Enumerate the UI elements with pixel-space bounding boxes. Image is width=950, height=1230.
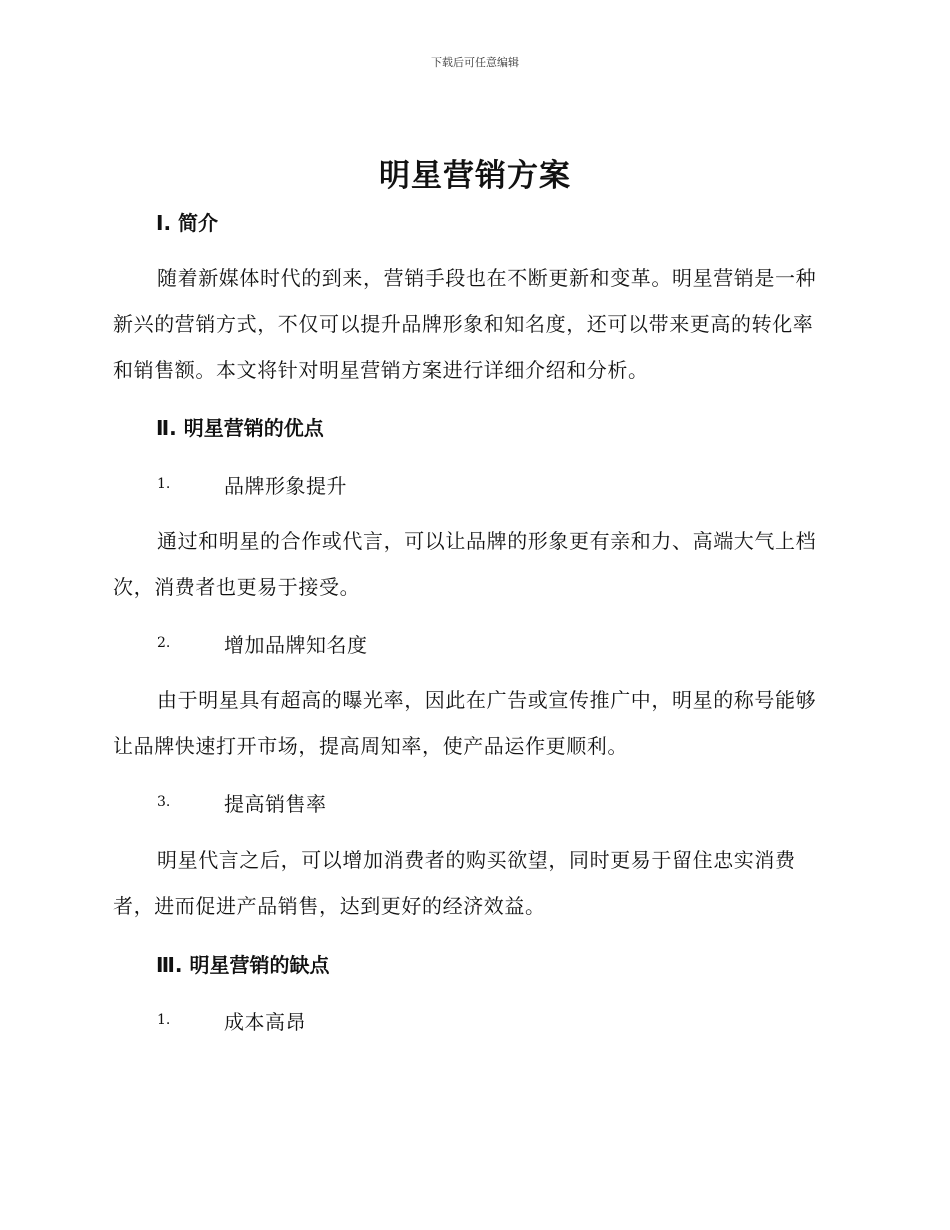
section-heading-advantages: Ⅱ. 明星营销的优点 [156,416,324,440]
list-item-title: 增加品牌知名度 [224,632,368,657]
document-title: 明星营销方案 [379,158,571,194]
list-item-title: 品牌形象提升 [224,473,347,498]
list-item-title: 成本高昂 [224,1009,306,1034]
advantage-paragraph: 通过和明星的合作或代言，可以让品牌的形象更有亲和力、高端大气上档次，消费者也更易于接受。 [113,529,817,599]
list-number: 1. [157,476,171,492]
section-heading-disadvantages: Ⅲ. 明星营销的缺点 [156,953,330,977]
list-number: 3. [157,794,171,810]
list-item [157,629,368,657]
intro-paragraph: 随着新媒体时代的到来，营销手段也在不断更新和变革。明星营销是一种新兴的营销方式，不仅可以提升品牌形象和知名度，还可以带来更高的转化率和销售额。本文将针对明星营销方案进行详细介绍和分析。 [113,266,817,382]
advantage-paragraph: 由于明星具有超高的曝光率，因此在广告或宣传推广中，明星的称号能够让品牌快速打开市场，提高周知率，使产品运作更顺利。 [113,688,817,758]
list-number: 2. [157,635,171,651]
list-item [157,470,347,498]
list-item [157,1006,306,1034]
header-note: 下载后可任意编辑 [431,56,519,69]
list-item [157,788,327,816]
advantage-paragraph: 明星代言之后，可以增加消费者的购买欲望，同时更易于留住忠实消费者，进而促进产品销售，达到更好的经济效益。 [113,848,796,918]
list-item-title: 提高销售率 [224,791,327,816]
list-number: 1. [157,1012,171,1028]
section-heading-intro: Ⅰ. 简介 [156,211,219,235]
